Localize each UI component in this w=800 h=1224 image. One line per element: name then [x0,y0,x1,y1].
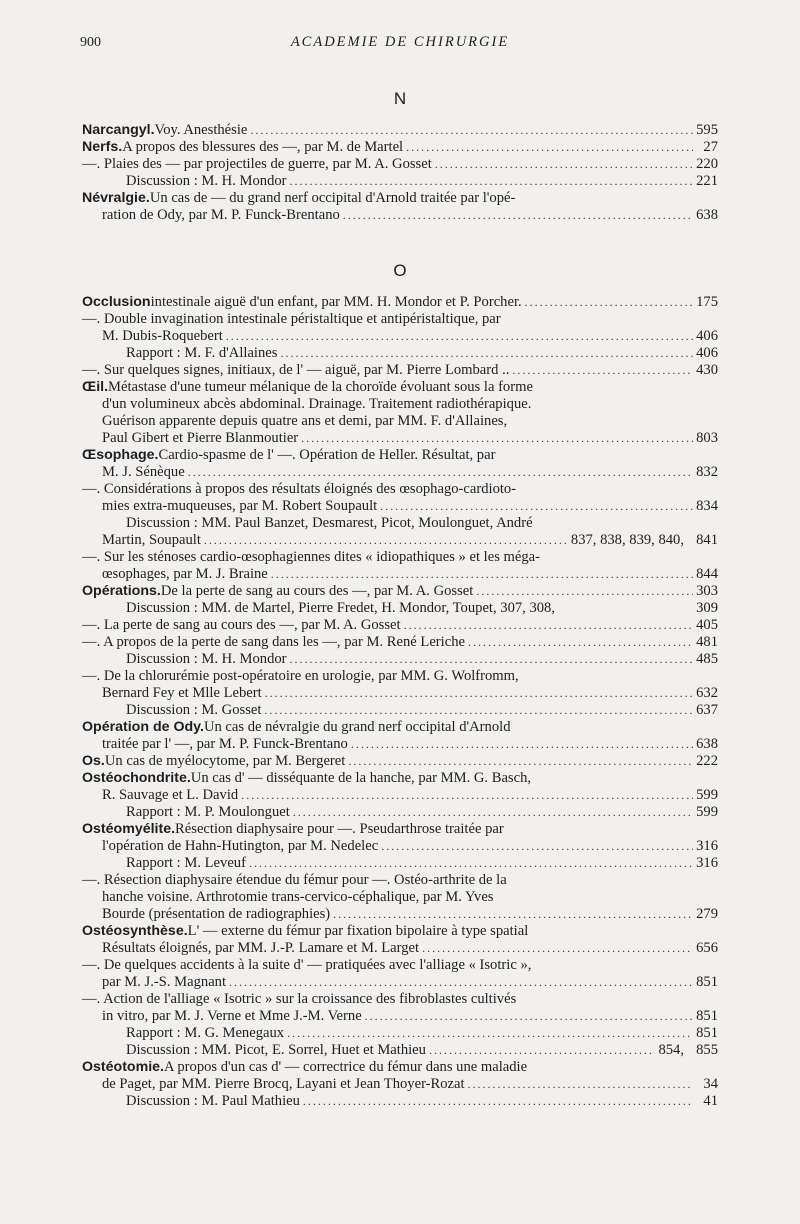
index-line [82,379,718,396]
index-line [82,122,718,139]
leader-dots [435,156,693,173]
page-ref: 832 [696,464,718,480]
index-line [82,991,718,1008]
leader-dots [303,1093,693,1110]
index-line [82,139,718,156]
entry-heading: Ostéotomie. [82,1059,164,1075]
index-line [82,1008,718,1025]
index-line [82,617,718,634]
page-ref: 834 [696,498,718,514]
entry-text: Rapport : M. P. Moulonguet [126,804,290,820]
index-line [82,311,718,328]
index-line [82,889,718,906]
entry-text: Bernard Fey et Mlle Lebert [102,685,262,701]
entry-text: Martin, Soupault [102,532,201,548]
page-ref: 279 [696,906,718,922]
page-ref: 854, [658,1042,684,1058]
entry-heading: Opération de Ody. [82,719,204,735]
entry-text: Discussion : MM. de Martel, Pierre Fredet, H. Mondor, Toupet, 307, 308, [126,600,555,616]
leader-dots [333,906,693,923]
page-ref: 220 [696,156,718,172]
index-line [82,957,718,974]
leader-dots [280,345,693,362]
index-line [82,821,718,838]
page-ref: 851 [696,974,718,990]
section-n [82,122,718,224]
index-line [82,498,718,515]
leader-dots [381,838,693,855]
entry-text: Rapport : M. Leveuf [126,855,246,871]
leader-dots [290,651,693,668]
index-line [82,430,718,447]
entry-text: Résultats éloignés, par MM. J.-P. Lamare et M. Larget [102,940,420,956]
index-line [82,685,718,702]
leader-dots [204,532,568,549]
index-line [82,396,718,413]
index-line [82,1042,718,1059]
page-ref: 222 [696,753,718,769]
page-ref: 599 [696,787,718,803]
entry-text: —. A propos de la perte de sang dans les —, par M. René Leriche [82,634,465,650]
leader-dots [422,940,693,957]
entry-text: —. Résection diaphysaire étendue du fémur pour —. Ostéo-arthrite de la [82,872,507,888]
index-line [82,566,718,583]
index-line [82,515,718,532]
entry-text: A propos des blessures des —, par M. de Martel [122,139,404,155]
index-line [82,447,718,464]
entry-text: Bourde (présentation de radiographies) [102,906,331,922]
leader-dots [264,702,693,719]
leader-dots [525,294,693,311]
entry-text: Discussion : M. H. Mondor [126,651,287,667]
entry-text: —. De quelques accidents à la suite d' — pratiquées avec l'alliage « Isotric », [82,957,532,973]
section-letter-o: O [393,261,407,280]
leader-dots [343,207,693,224]
entry-heading: Ostéosynthèse. [82,923,188,939]
page-ref: 34 [703,1076,718,1092]
entry-text: ration de Ody, par M. P. Funck-Brentano [102,207,340,223]
entry-heading: Occlusion [82,294,151,310]
leader-dots [348,753,693,770]
page-ref: 406 [696,328,718,344]
leader-dots [250,122,693,139]
entry-heading: Os. [82,753,105,769]
leader-dots [380,498,693,515]
page-ref: 175 [696,294,718,310]
index-line [82,872,718,889]
entry-text: Discussion : M. H. Mondor [126,173,287,189]
entry-heading: Opérations. [82,583,161,599]
page-ref: 837, 838, 839, 840, [570,532,684,548]
page-ref: 309 [696,600,718,616]
entry-text: Rapport : M. F. d'Allaines [126,345,278,361]
entry-text: œsophages, par M. J. Braine [102,566,268,582]
entry-text: —. Sur les sténoses cardio-œsophagiennes dites « idiopathiques » et les méga- [82,549,540,565]
leader-dots [241,787,693,804]
leader-dots [468,1076,693,1093]
index-line [82,207,718,224]
leader-dots [429,1042,655,1059]
index-line [82,1093,718,1110]
entry-text: Un cas de — du grand nerf occipital d'Arnold traitée par l'opé- [149,190,516,206]
index-line [82,838,718,855]
entry-heading: Narcangyl. [82,122,155,138]
entry-text: Rapport : M. G. Menegaux [126,1025,285,1041]
index-line [82,481,718,498]
entry-text: L' — externe du fémur par fixation bipolaire à type spatial [187,923,529,939]
entry-text: traitée par l' —, par M. P. Funck-Brentano [102,736,348,752]
leader-dots [365,1008,693,1025]
page-ref: 637 [696,702,718,718]
page-ref: 303 [696,583,718,599]
leader-dots [406,139,693,156]
entry-heading: Ostéomyélite. [82,821,176,837]
page-ref: 221 [696,173,718,189]
entry-text: Discussion : M. Paul Mathieu [126,1093,300,1109]
page-ref: 406 [696,345,718,361]
entry-text: A propos d'un cas d' — correctrice du fémur dans une maladie [164,1059,528,1075]
section-letter-n: N [393,89,407,108]
index-line [82,855,718,872]
entry-text: —. La perte de sang au cours des —, par M. A. Gosset [82,617,401,633]
entry-text: —. Action de l'alliage « Isotric » sur la croissance des fibroblastes cultivés [82,991,517,1007]
leader-dots [476,583,693,600]
leader-dots [468,634,693,651]
leader-dots [512,362,693,379]
index-line [82,294,718,311]
entry-text: d'un volumineux abcès abdominal. Drainage. Traitement radiothérapique. [102,396,532,412]
entry-text: —. Plaies des — par projectiles de guerre, par M. A. Gosset [82,156,432,172]
page-ref: 405 [696,617,718,633]
leader-dots [229,974,693,991]
entry-text: hanche voisine. Arthrotomie trans-cervico-céphalique, par M. Yves [102,889,494,905]
page-ref: 656 [696,940,718,956]
entry-text: Paul Gibert et Pierre Blanmoutier [102,430,299,446]
entry-text: de Paget, par MM. Pierre Brocq, Layani et Jean Thoyer-Rozat [102,1076,465,1092]
index-line [82,634,718,651]
leader-dots [351,736,693,753]
index-line [82,173,718,190]
entry-heading: Œsophage. [82,447,159,463]
entry-text: Un cas de myélocytome, par M. Bergeret [104,753,346,769]
index-line [82,190,718,207]
journal-title: ACADEMIE DE CHIRURGIE [290,34,510,50]
index-line [82,940,718,957]
entry-text: Cardio-spasme de l' —. Opération de Heller. Résultat, par [158,447,496,463]
entry-text: Discussion : MM. Picot, E. Sorrel, Huet et Mathieu [126,1042,426,1058]
index-line [82,1025,718,1042]
page-ref: 851 [696,1008,718,1024]
entry-text: —. De la chlorurémie post-opératoire en urologie, par MM. G. Wolfromm, [82,668,519,684]
index-line [82,702,718,719]
index-line [82,974,718,991]
page-ref: 41 [703,1093,718,1109]
page-ref: 851 [696,1025,718,1041]
page-ref: 841 [696,532,718,548]
entry-heading: Œil. [82,379,109,395]
index-line [82,719,718,736]
entry-heading: Ostéochondrite. [82,770,191,786]
index-line [82,736,718,753]
section-o [82,294,718,1110]
entry-text: mies extra-muqueuses, par M. Robert Soupault [102,498,378,514]
page-ref: 595 [696,122,718,138]
entry-text: R. Sauvage et L. David [102,787,239,803]
index-line [82,1076,718,1093]
index-line [82,906,718,923]
index-line [82,583,718,600]
entry-text: Discussion : M. Gosset [126,702,262,718]
entry-text: De la perte de sang au cours des —, par M. A. Gosset [160,583,474,599]
page-ref: 485 [696,651,718,667]
running-head [80,34,720,52]
entry-text: Résection diaphysaire pour —. Pseudarthrose traitée par [175,821,504,837]
index-line [82,464,718,481]
entry-text: —. Double invagination intestinale péristaltique et antipéristaltique, par [82,311,501,327]
page-ref: 638 [696,736,718,752]
entry-text: M. J. Sénèque [102,464,185,480]
index-line [82,362,718,379]
index-line [82,804,718,821]
entry-text: intestinale aiguë d'un enfant, par MM. H. Mondor et P. Porcher. [150,294,522,310]
entry-text: Discussion : MM. Paul Banzet, Desmarest, Picot, Moulonguet, André [126,515,533,531]
leader-dots [293,804,693,821]
index-line [82,413,718,430]
leader-dots [249,855,693,872]
page-ref: 855 [696,1042,718,1058]
page-ref: 599 [696,804,718,820]
leader-dots [287,1025,693,1042]
entry-heading: Nerfs. [82,139,123,155]
page-ref: 27 [703,139,718,155]
index-line [82,600,718,617]
entry-text: M. Dubis-Roquebert [102,328,223,344]
index-line [82,753,718,770]
page-ref: 316 [696,838,718,854]
page-ref: 632 [696,685,718,701]
index-line [82,1059,718,1076]
entry-text: Métastase d'une tumeur mélanique de la choroïde évoluant sous la forme [108,379,533,395]
leader-dots [290,173,693,190]
page-ref: 803 [696,430,718,446]
entry-text: in vitro, par M. J. Verne et Mme J.-M. Verne [102,1008,362,1024]
entry-text: —. Sur quelques signes, initiaux, de l' — aiguë, par M. Pierre Lombard .. [82,362,510,378]
page-ref: 844 [696,566,718,582]
index-line [82,651,718,668]
index-line [82,345,718,362]
entry-text: —. Considérations à propos des résultats éloignés des œsophago-cardioto- [82,481,517,497]
entry-text: l'opération de Hahn-Hutington, par M. Nedelec [102,838,379,854]
leader-dots [271,566,693,583]
entry-text: Un cas de névralgie du grand nerf occipital d'Arnold [203,719,511,735]
leader-dots [265,685,693,702]
page-ref: 316 [696,855,718,871]
index-line [82,668,718,685]
index-line [82,923,718,940]
entry-text: Un cas d' — disséquante de la hanche, par MM. G. Basch, [190,770,532,786]
leader-dots [226,328,693,345]
leader-dots [188,464,693,481]
index-line [82,532,718,549]
page-ref: 430 [696,362,718,378]
leader-dots [301,430,693,447]
leader-dots [404,617,693,634]
entry-text: Guérison apparente depuis quatre ans et demi, par MM. F. d'Allaines, [102,413,508,429]
index-line [82,770,718,787]
entry-text: par M. J.-S. Magnant [102,974,227,990]
index-line [82,787,718,804]
page-number: 900 [80,35,101,50]
page-ref: 638 [696,207,718,223]
entry-heading: Névralgie. [82,190,150,206]
entry-text: Voy. Anesthésie [154,122,248,138]
page-ref: 481 [696,634,718,650]
index-line [82,328,718,345]
index-line [82,156,718,173]
index-line [82,549,718,566]
